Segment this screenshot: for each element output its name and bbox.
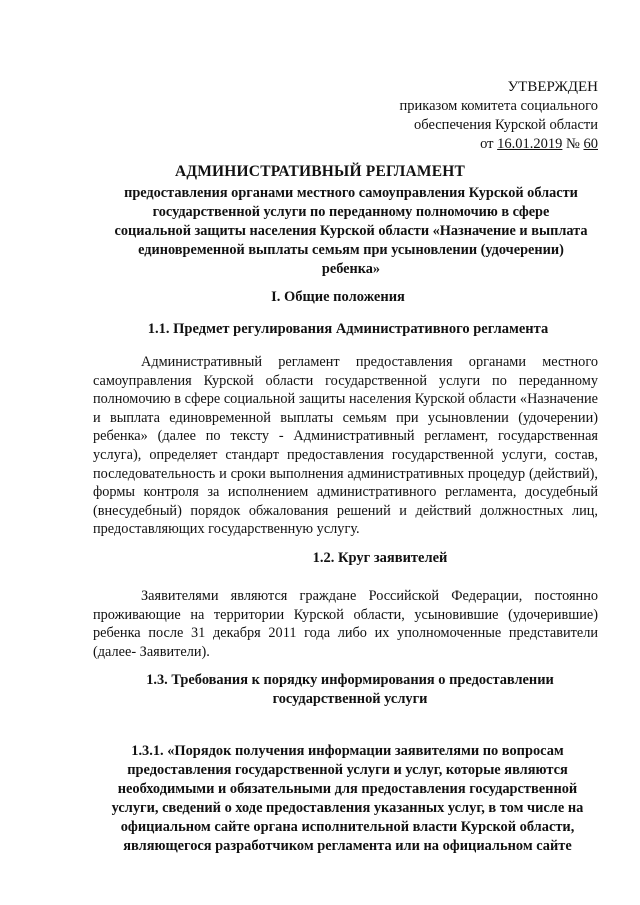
approval-date-line xyxy=(400,135,598,154)
subtitle-line: ребенка» xyxy=(321,261,381,277)
section-1-3-1-heading-line: услуги, сведений о ходе предоставления указанных услуг, в том числе на xyxy=(111,800,584,816)
section-1-3-heading xyxy=(100,671,600,709)
section-1-3-1-heading xyxy=(90,742,605,856)
subtitle-line: предоставления органами местного самоуправления Курской области xyxy=(124,185,578,201)
number-prefix: № xyxy=(562,136,584,152)
section-1-3-heading-line: 1.3. Требования к порядку информирования о предоставлении xyxy=(146,672,554,688)
document-subtitle xyxy=(92,184,610,279)
section-1-2-heading: 1.2. Круг заявителей xyxy=(312,550,448,566)
approval-line-2: обеспечения Курской области xyxy=(414,117,598,133)
document-title: АДМИНИСТРАТИВНЫЙ РЕГЛАМЕНТ xyxy=(174,163,466,180)
subtitle-line: государственной услуги по переданному полномочию в сфере xyxy=(152,204,550,220)
section-1-title: I. Общие положения xyxy=(271,289,405,305)
subtitle-line: единовременной выплаты семьям при усыновлении (удочерении) xyxy=(138,242,564,258)
approval-line-1: приказом комитета социального xyxy=(399,98,598,114)
approval-word: УТВЕРЖДЕН xyxy=(507,79,598,95)
approval-number: 60 xyxy=(583,136,598,152)
section-1-3-1-heading-line: необходимыми и обязательными для предоставления государственной xyxy=(117,781,578,797)
approval-date: 16.01.2019 xyxy=(497,136,563,152)
section-1-1-paragraph: Административный регламент предоставления органами местного самоуправления Курской области государственной услуги по переданному полномочию в сфере социальной защиты населения Курской области «Назначение и выплата единовременной выплаты семьям при усыновлении (удочерении) ребенка» (далее по тексту - Административный регламент, государственная услуга), определяет стандарт предоставления государственной услуги, состав, последовательность и сроки выполнения административных процедур (действий), формы контроля за исполнением административного регламента, досудебный (внесудебный) порядок обжалования решений и действий должностных лиц, предоставляющих государственную услугу. xyxy=(93,354,598,538)
section-1-3-1-heading-line: предоставления государственной услуги и услуг, которые являются xyxy=(127,762,568,778)
subtitle-line: социальной защиты населения Курской области «Назначение и выплата xyxy=(114,223,588,239)
date-prefix: от xyxy=(480,136,498,152)
approval-stamp xyxy=(400,78,598,154)
section-1-2-paragraph: Заявителями являются граждане Российской Федерации, постоянно проживающие на территории Курской области, усыновившие (удочерившие) ребенка после 31 декабря 2011 года либо их уполномоченные представители (далее- Заявители). xyxy=(93,588,598,660)
section-1-3-1-heading-line: официальном сайте органа исполнительной власти Курской области, xyxy=(120,819,575,835)
section-1-3-1-heading-line: 1.3.1. «Порядок получения информации заявителями по вопросам xyxy=(131,743,564,759)
section-1-3-heading-line: государственной услуги xyxy=(272,691,428,707)
section-1-3-1-heading-line: являющегося разработчиком регламента или на официальном сайте xyxy=(123,838,572,854)
section-1-1-heading: 1.1. Предмет регулирования Административного регламента xyxy=(147,321,549,337)
